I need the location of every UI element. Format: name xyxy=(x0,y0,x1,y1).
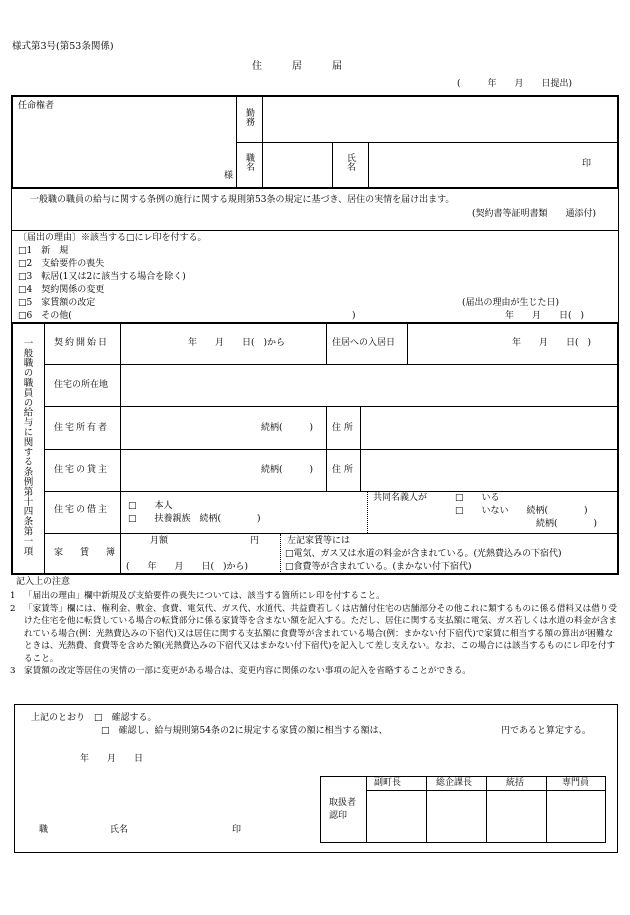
rent-note-title: 左記家賃等には xyxy=(287,536,351,546)
lender-address-label: 住 所 xyxy=(332,465,353,475)
stamp-cell[interactable] xyxy=(368,792,425,841)
monthly-label: 月額 xyxy=(150,536,169,546)
reason-item[interactable]: □4 契約関係の変更 xyxy=(18,285,105,295)
lender-field[interactable] xyxy=(124,452,254,487)
name-field[interactable] xyxy=(372,148,572,184)
rent-period[interactable]: ( 年 月 日( )から) xyxy=(126,562,249,572)
utility-included[interactable]: □電気、ガス又は水道の料金が含まれている。(光熱費込みの下宿代) xyxy=(285,549,562,559)
reason-item[interactable]: □6 その他( xyxy=(18,311,72,321)
confirm-seal: 印 xyxy=(232,825,242,835)
address-label: 住宅の所在地 xyxy=(54,380,109,390)
reason-item[interactable]: □5 家賃額の改定 xyxy=(18,298,96,308)
approver-supervisor: 統括 xyxy=(506,778,525,788)
reason-item[interactable]: □2 支給要件の喪失 xyxy=(18,259,105,269)
confirm-name: 氏名 xyxy=(110,825,129,835)
stamp-cell[interactable] xyxy=(428,792,485,841)
appointer-label: 任命権者 xyxy=(18,101,55,111)
contract-start-date[interactable]: 年 月 日( )から xyxy=(188,338,286,348)
owner-relation[interactable]: 続柄( ) xyxy=(261,423,314,433)
borrower-self[interactable]: □ 本人 xyxy=(128,501,173,511)
stamp-cell[interactable] xyxy=(548,792,605,841)
owner-field[interactable] xyxy=(124,410,254,445)
joint-owner-no[interactable]: □ いない 続柄( ) xyxy=(455,506,588,516)
post-label: 職名 xyxy=(244,153,254,171)
note-item: 2 「家賃等」欄には、権利金、敷金、食費、電気代、ガス代、水道代、共益費若しくは店舗付住宅の店舗部分その他これに類するものに係る借料又は借り受けた住宅を他に転貸している場合の転貸部分に係る家賃等を含まない額を記入する。ただし、居住に関する支払額に電気、ガス若しくは水道の料金が含まれている場合(例：光熱費込みの下宿代)又は居住に関する支払額に食費等が含まれている場合(例：まかない付下宿代)で家賃に相当する額の算出が困難なときは、光熱費、食費等を含めた額(光熱費込みの下宿代又はまかない付下宿代)を記入して差し支えない。なお、この場合には該当するものにレ印を付すること。 xyxy=(10,603,617,664)
stamp-cell[interactable] xyxy=(488,792,545,841)
approver-label: 取扱者認印 xyxy=(329,798,357,821)
other-close: ) xyxy=(352,311,356,321)
reasons-header: 〔届出の理由〕※該当する□にレ印を付する。 xyxy=(18,233,207,243)
form-number: 様式第3号(第53条関係) xyxy=(12,41,114,52)
borrower-label: 住宅の借主 xyxy=(54,505,110,515)
lender-relation[interactable]: 続柄( ) xyxy=(261,465,314,475)
note-item: 1 「届出の理由」欄中新規及び支給要件の喪失については、該当する箇所にレ印を付すること。 xyxy=(10,591,385,601)
contract-start-label: 契約開始日 xyxy=(54,338,110,348)
name-label: 氏名 xyxy=(345,153,355,171)
rent-label: 家 賃 簿 xyxy=(54,548,120,558)
reason-item[interactable]: □1 新 規 xyxy=(18,246,69,256)
confirm-line2[interactable]: □ 確認し、給与規則第54条の2に規定する家賃の額に相当する額は、 xyxy=(101,726,388,736)
sama-label: 様 xyxy=(224,171,234,181)
joint-owner-relation[interactable]: 続柄( ) xyxy=(536,519,598,529)
borrower-dependent[interactable]: □ 扶養親族 続柄( ) xyxy=(128,514,261,524)
note-item: 3 家賃額の改定等居住の実情の一部に変更がある場合は、変更内容に関係のない事項の記入を省略することができる。 xyxy=(10,666,471,676)
approver-specialist: 専門員 xyxy=(562,778,590,788)
move-in-date[interactable]: 年 月 日( ) xyxy=(512,338,592,348)
approver-vice-mayor: 副町長 xyxy=(374,778,402,788)
submission-date[interactable]: ( 年 月 日提出) xyxy=(457,79,573,89)
owner-address-label: 住 所 xyxy=(332,423,353,433)
reason-date[interactable]: 年 月 日( ) xyxy=(505,311,585,321)
work-label: 勤務 xyxy=(244,108,254,126)
joint-owner-label: 共同名義人が xyxy=(373,493,428,503)
confirm-date[interactable]: 年 月 日 xyxy=(80,754,144,764)
approver-division-chief: 総企課長 xyxy=(436,778,473,788)
confirm-lead[interactable]: 上記のとおり □ 確認する。 xyxy=(31,713,157,723)
reason-date-header: (届出の理由が生じた日) xyxy=(462,298,560,308)
lender-label: 住宅の貸主 xyxy=(54,465,110,475)
attachment-note: (契約書等証明書類 通添付) xyxy=(472,209,597,219)
declaration-text: 一般職の職員の給与に関する条例の施行に関する規則第53条の規定に基づき、居住の実情を届け出ます。 xyxy=(30,195,455,205)
reason-item[interactable]: □3 転居(1又は2に該当する場合を除く) xyxy=(18,272,186,282)
move-in-label: 住居への入居日 xyxy=(332,338,396,348)
address-field[interactable] xyxy=(124,368,614,403)
meals-included[interactable]: □食費等が含まれている。(まかない付下宿代) xyxy=(285,562,472,572)
joint-owner-yes[interactable]: □ いる xyxy=(455,493,500,503)
work-field[interactable] xyxy=(264,104,616,140)
confirm-post: 職 xyxy=(39,825,49,835)
notes-title: 記入上の注意 xyxy=(16,577,71,587)
yen-label: 円 xyxy=(250,536,260,546)
confirm-yen: 円であると算定する。 xyxy=(501,726,592,736)
post-field[interactable] xyxy=(264,148,330,184)
side-label: 一般職の職員の給与に関する条例第十四条第一項 xyxy=(21,338,33,556)
notes-list xyxy=(8,590,620,678)
seal-mark: 印 xyxy=(582,159,592,169)
owner-label: 住宅所有者 xyxy=(54,423,110,433)
page-title: 住 居 届 xyxy=(252,61,342,72)
